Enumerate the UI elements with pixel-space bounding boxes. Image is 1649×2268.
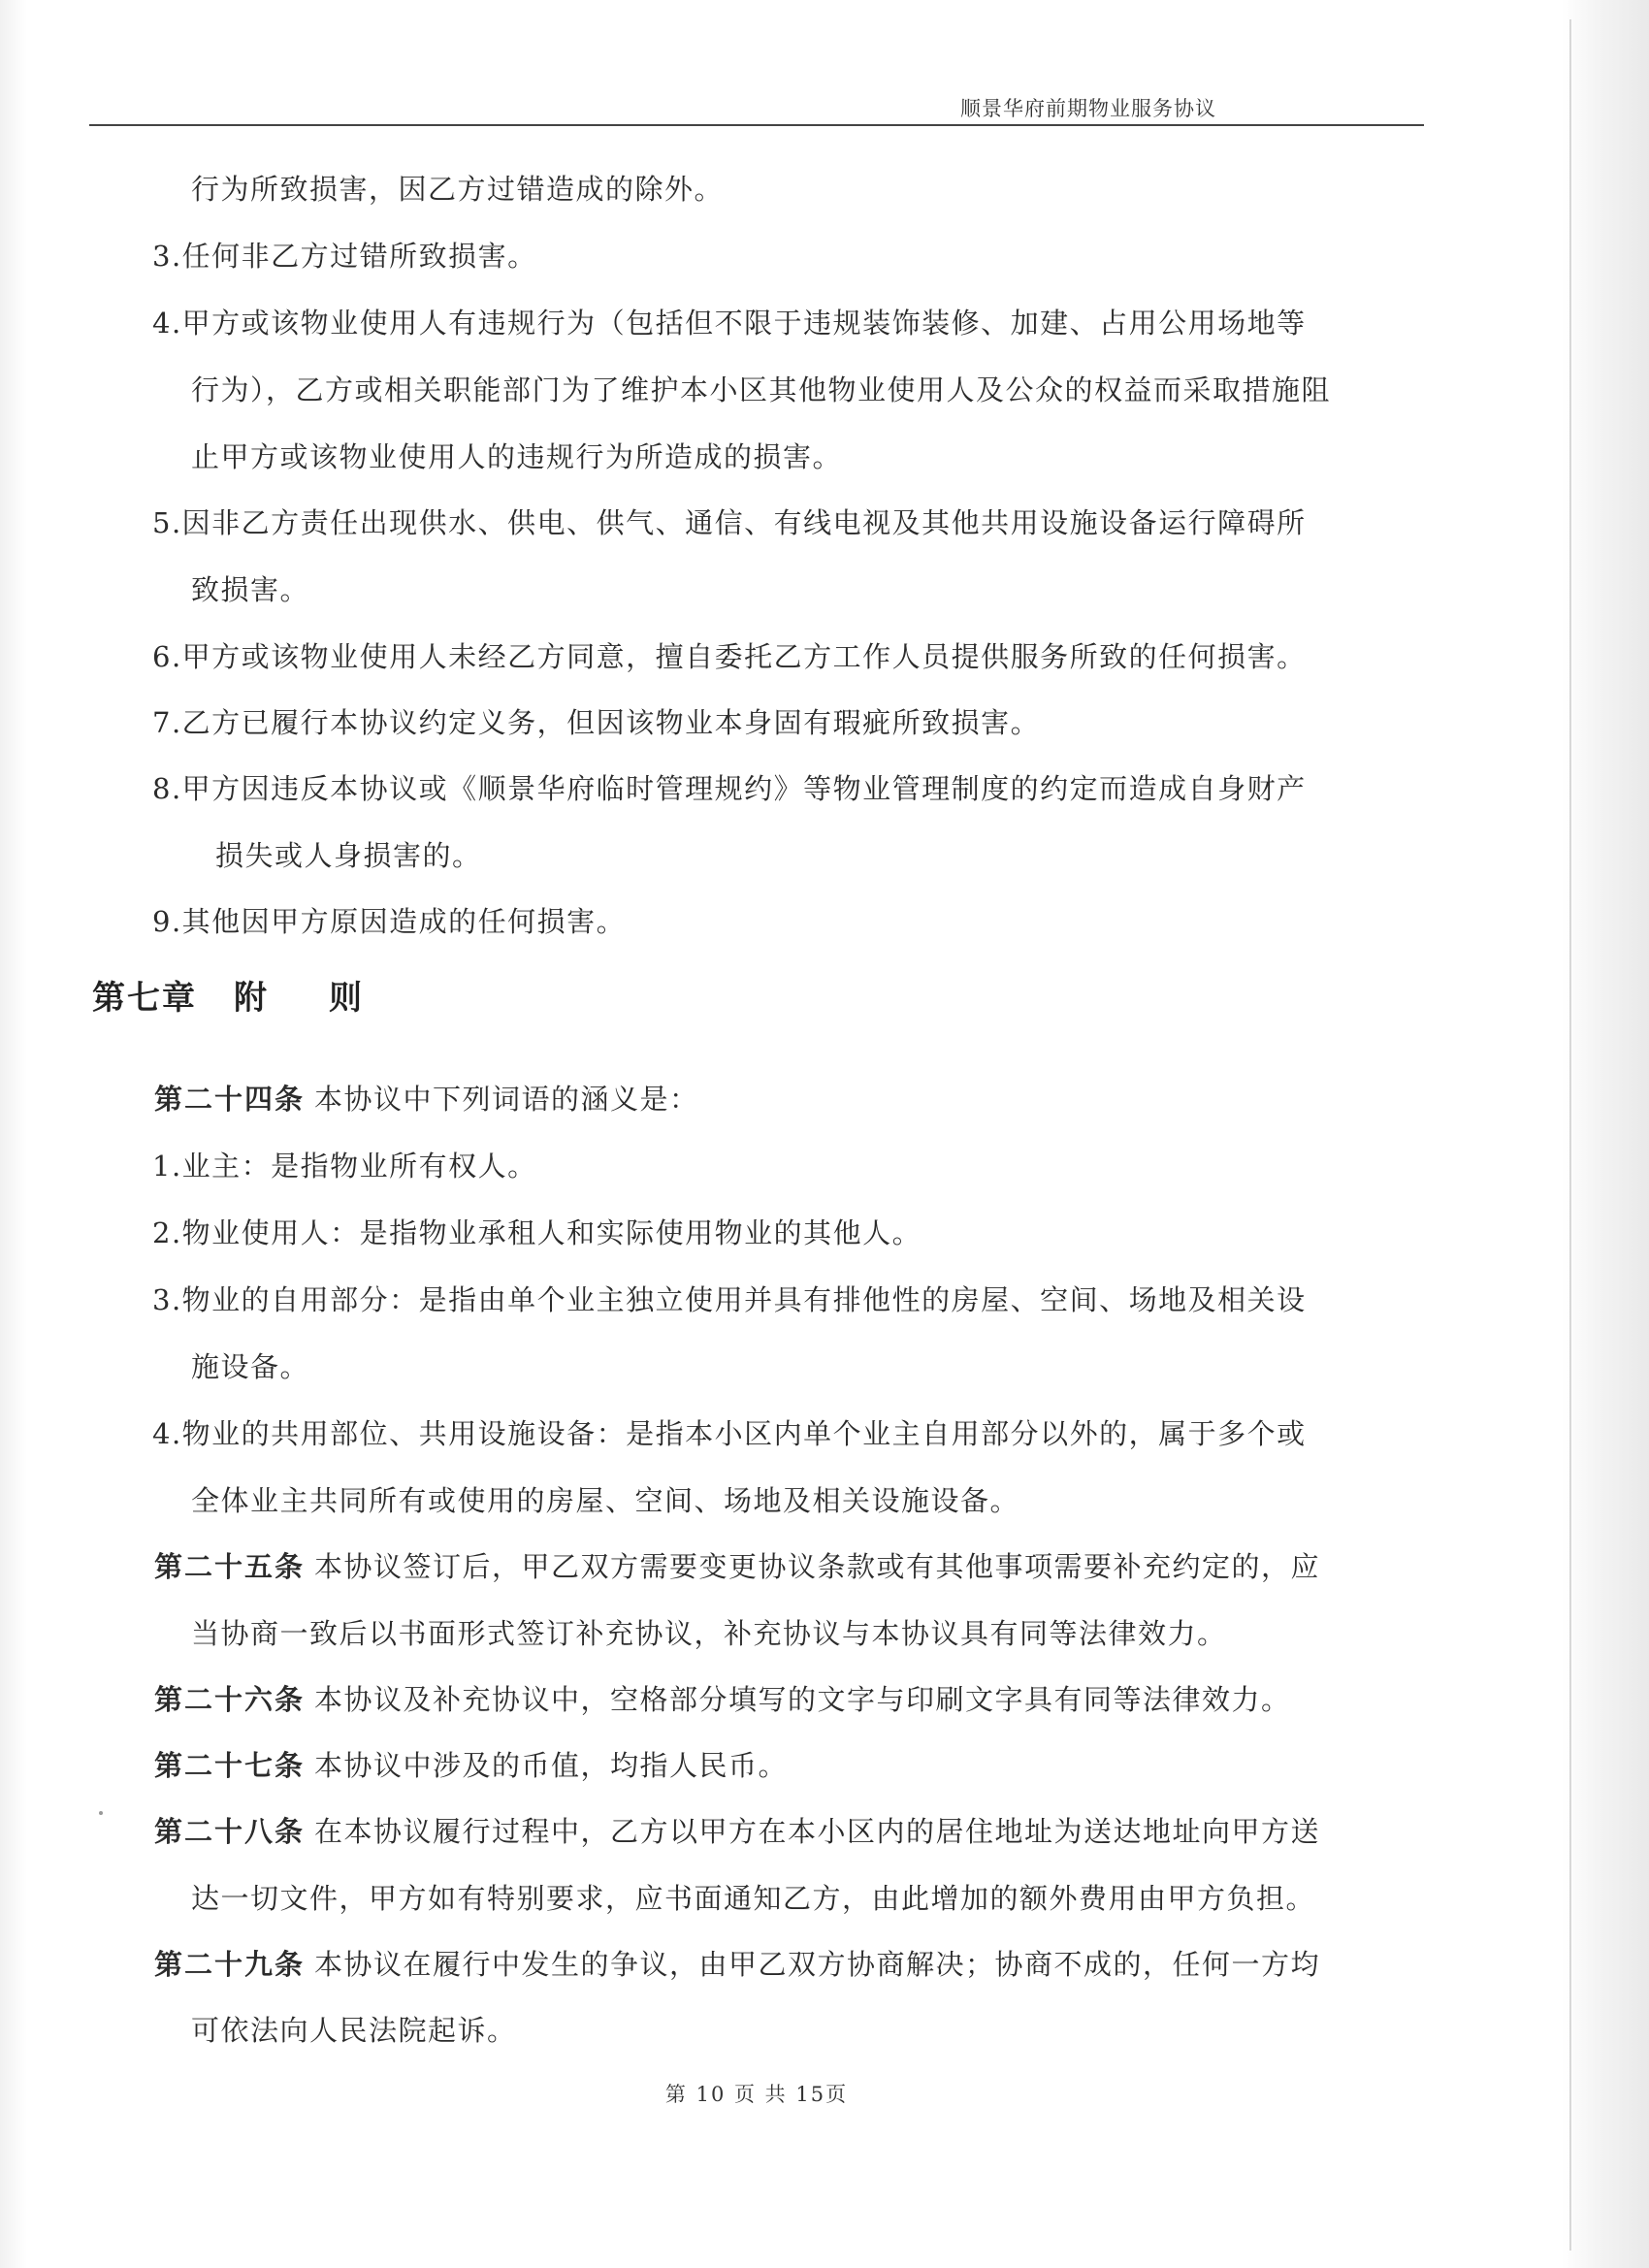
definition-1: 1.业主：是指物业所有权人。 <box>152 1150 537 1183</box>
header-title: 顺景华府前期物业服务协议 <box>960 97 1216 120</box>
article-29-line-1 <box>154 1945 1320 1984</box>
body-line-8: 6.甲方或该物业使用人未经乙方同意，擅自委托乙方工作人员提供服务所致的任何损害。 <box>152 640 1307 673</box>
article-29-label: 第二十九条 <box>154 1948 306 1981</box>
article-28-line-1 <box>154 1812 1320 1851</box>
body-line-10: 8.甲方因违反本协议或《顺景华府临时管理规约》等物业管理制度的约定而造成自身财产 <box>152 772 1307 805</box>
scan-edge-right <box>1562 0 1649 2268</box>
body-line-2: 3.任何非乙方过错所致损害。 <box>152 240 537 273</box>
article-26-label: 第二十六条 <box>154 1683 306 1716</box>
article-25-label: 第二十五条 <box>154 1550 306 1583</box>
article-25-text-1: 本协议签订后，甲乙双方需要变更协议条款或有其他事项需要补充约定的，应 <box>314 1550 1321 1583</box>
article-29-line-2: 可依法向人民法院起诉。 <box>191 2014 517 2047</box>
article-27-label: 第二十七条 <box>154 1749 306 1782</box>
body-line-6: 5.因非乙方责任出现供水、供电、供气、通信、有线电视及其他共用设施设备运行障碍所 <box>152 506 1307 539</box>
scan-edge-line <box>1569 19 1571 2251</box>
article-28-text-1: 在本协议履行过程中，乙方以甲方在本小区内的居住地址为送达地址向甲方送 <box>314 1815 1321 1848</box>
article-26-text: 本协议及补充协议中，空格部分填写的文字与印刷文字具有同等法律效力。 <box>314 1683 1291 1716</box>
article-24-text: 本协议中下列词语的涵义是： <box>314 1083 699 1116</box>
definition-4-line-2: 全体业主共同所有或使用的房屋、空间、场地及相关设施设备。 <box>191 1484 1020 1517</box>
article-25-line-2: 当协商一致后以书面形式签订补充协议，补充协议与本协议具有同等法律效力。 <box>191 1617 1227 1650</box>
chapter-title-part-2: 则 <box>329 979 364 1018</box>
scan-edge-left <box>0 0 27 2268</box>
definition-3-line-1: 3.物业的自用部分：是指由单个业主独立使用并具有排他性的房屋、空间、场地及相关设 <box>152 1283 1307 1316</box>
body-line-7: 致损害。 <box>191 573 310 606</box>
article-26 <box>154 1680 1291 1719</box>
chapter-heading <box>92 977 364 1020</box>
chapter-title-part-1: 附 <box>234 979 269 1018</box>
scan-speck <box>99 1811 103 1815</box>
body-line-12: 9.其他因甲方原因造成的任何损害。 <box>152 905 627 938</box>
article-24-label: 第二十四条 <box>154 1083 306 1116</box>
chapter-number: 第七章 <box>92 979 197 1018</box>
article-28-label: 第二十八条 <box>154 1815 306 1848</box>
article-24 <box>154 1080 699 1118</box>
body-line-3: 4.甲方或该物业使用人有违规行为（包括但不限于违规装饰装修、加建、占用公用场地等 <box>152 307 1307 340</box>
article-25-line-1 <box>154 1547 1320 1586</box>
page-number: 第 10 页 共 15页 <box>664 2083 849 2106</box>
body-line-11: 损失或人身损害的。 <box>215 839 482 872</box>
body-line-4: 行为），乙方或相关职能部门为了维护本小区其他物业使用人及公众的权益而采取措施阻 <box>191 373 1332 406</box>
definition-2: 2.物业使用人：是指物业承租人和实际使用物业的其他人。 <box>152 1216 922 1249</box>
definition-4-line-1: 4.物业的共用部位、共用设施设备：是指本小区内单个业主自用部分以外的，属于多个或 <box>152 1417 1307 1450</box>
body-line-1: 行为所致损害，因乙方过错造成的除外。 <box>191 173 725 206</box>
article-27 <box>154 1746 788 1785</box>
body-line-9: 7.乙方已履行本协议约定义务，但因该物业本身固有瑕疵所致损害。 <box>152 706 1041 739</box>
article-27-text: 本协议中涉及的币值，均指人民币。 <box>314 1749 789 1782</box>
body-line-5: 止甲方或该物业使用人的违规行为所造成的损害。 <box>191 440 843 473</box>
article-28-line-2: 达一切文件，甲方如有特别要求，应书面通知乙方，由此增加的额外费用由甲方负担。 <box>191 1882 1316 1915</box>
article-29-text-1: 本协议在履行中发生的争议，由甲乙双方协商解决；协商不成的，任何一方均 <box>314 1948 1321 1981</box>
header-rule <box>89 124 1424 126</box>
definition-3-line-2: 施设备。 <box>191 1350 310 1383</box>
